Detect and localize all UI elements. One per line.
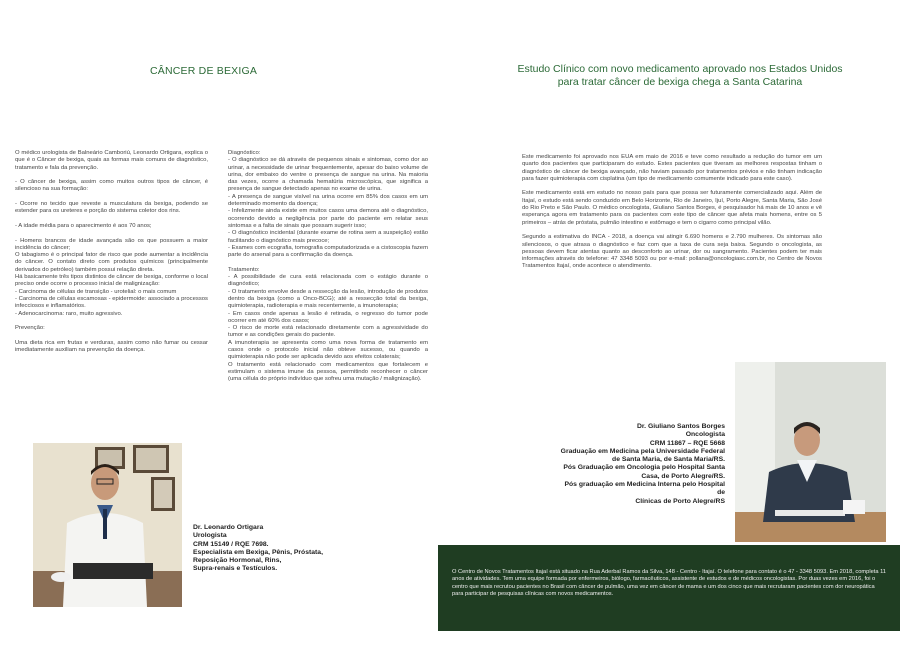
right-column	[522, 154, 822, 278]
doctor-crm: CRM 11867 – RQE 5668	[649, 439, 725, 447]
paragraph: Tratamento: - A possibilidade de cura está relacionada com o estágio durante o diagnóstico; - O tratamento envolve desde a ressecção da lesão, introdução de produtos dentro da bexiga (como a Onco-BCG); até a ressecção total da bexiga, quimioterapia, radioterapia e mais recentemente, a imunoterapia; - Em casos onde apenas a lesão é retirada, o regresso do tumor pode ocorrer em até 60% dos casos; - O risco de morte está relacionado diretamente com a agressividade do tumor e as condições gerais do paciente. A imunoterapia se apresenta como uma nova forma de tratamento em casos onde o protocolo inicial não obteve sucesso, ou quando a quimioterapia não pode ser aplicada devido aos efeitos colaterais; O tratamento está relacionado com medicamentos que fortalecem e estimulam o sistema imune da pessoa, permitindo reconhecer o câncer (uma célula do próprio indivíduo que sofreu uma mutação / malignização).	[228, 266, 428, 383]
doctor-credential: Pós Graduação em Oncologia pelo Hospital Santa	[563, 464, 725, 472]
paragraph: O médico urologista de Balneário Camboriú, Leonardo Ortigara, explica o que é o Câncer de bexiga, quais as formas mais comuns de diagnóstico, tratamento e fala da prevenção.	[15, 150, 208, 171]
paragraph: Uma dieta rica em frutas e verduras, assim como não fumar ou cessar imediatamente auxiliam na prevenção da doença.	[15, 339, 208, 354]
paragraph: - A idade média para o aparecimento é aos 70 anos;	[15, 222, 152, 229]
paragraph: - Ocorre no tecido que reveste a musculatura da bexiga, podendo se estender para os ureteres e porção do sistema coletor dos rins.	[15, 201, 208, 215]
doctor-name: Dr. Giuliano Santos Borges	[637, 423, 725, 430]
doctor-credential: Casa, de Porto Alegre/RS.	[641, 472, 725, 480]
doctor-credential: de Santa Maria, de Santa Maria/RS.	[612, 456, 725, 464]
doctor-credential: Especialista em Bexiga, Pênis, Próstata,	[193, 548, 323, 556]
paragraph: - O câncer de bexiga, assim como muitos outros tipos de câncer, é silencioso na sua formação:	[15, 179, 208, 193]
doctor-photo-urologist	[33, 443, 182, 607]
title-line: Estudo Clínico com novo medicamento aprovado nos Estados Unidos	[517, 63, 843, 75]
doctor-credential: Clínicas de Porto Alegre/RS	[635, 497, 725, 505]
title-line: para tratar câncer de bexiga chega a Santa Catarina	[557, 76, 803, 88]
paragraph: - Homens brancos de idade avançada são os que possuem a maior incidência do câncer; O tabagismo é o principal fator de risco que pode aumentar a incidência do câncer. O contato direto com produtos químicos (principalmente derivados do petróleo) também possui relação direta. Há basicamente três tipos distintos de câncer de bexiga, conforme o local preciso onde ocorre o processo inicial de malignização: - Carcinoma de células de transição - urotelial: o mais comum - Carcinoma de células escamosas - epidermoide: associado a processos infecciosos e inflamatórios. - Adenocarcinoma: raro, muito agressivo.	[15, 237, 208, 317]
doctor-credential: Reposição Hormonal, Rins,	[193, 557, 282, 565]
article-title-left: CÂNCER DE BEXIGA	[150, 65, 258, 77]
paragraph: Este medicamento foi aprovado nos EUA em maio de 2016 e teve como resultado a redução do tumor em um quarto dos pacientes que participaram do estudo. Estes pacientes que tiveram as melhores respostas tinham o diagnóstico de câncer de bexiga avançado, não haviam passado por tratamentos prévios e não tinham indicação para fazer quimioterapia com cisplatina (um tipo de medicamento comumente indicado para este caso).	[522, 154, 822, 182]
doctor-specialty: Urologista	[193, 532, 227, 540]
doctor-credential: Graduação em Medicina pela Universidade Federal	[560, 447, 725, 455]
doctor-crm: CRM 15149 / RQE 7698.	[193, 540, 269, 548]
doctor-name: Dr. Leonardo Ortigara	[193, 524, 264, 531]
doctor-bio-urologist	[193, 524, 353, 574]
footer-info-box	[438, 545, 900, 631]
paragraph: Segundo a estimativa do INCA - 2018, a doença vai atingir 6.690 homens e 2.790 mulheres. Os sintomas são silenciosos, o que atrasa o diagnóstico e faz com que a taxa de cura seja baixa. Segundo o oncologista, as pessoas devem ficar atentas quanto ao desconforto ao urinar, dor ou sangramento. Pacientes podem ter mais informações através do telefone: 47 3348 5093 ou por e-mail: pollana@oncologiasc.com.br, no Centro de Novos Tratamentos Itajaí, onde acontece o atendimento.	[522, 234, 822, 270]
doctor-credential: Pós graduação em Medicina Interna pelo Hospital de	[564, 481, 725, 497]
left-column-2	[228, 150, 428, 391]
paragraph: Este medicamento está em estudo no nosso país para que possa ser futuramente comercializado aqui. Além de Itajaí, o estudo está sendo conduzido em Belo Horizonte, Rio de Janeiro, Ijuí, Porto Alegre, Santa Maria, São José do Rio Preto e São Paulo. O médico oncologista, Giuliano Santos Borges, é pesquisador há mais de 10 anos e vê esperança agora em tratamento para os pacientes com este tipo de câncer que afeta mais homens, entre os 5 primeiros – atrás de próstata, pulmão intestino e estômago e tem o cigarro como principal vilão.	[522, 190, 822, 226]
doctor-credential: Supra-renais e Testículos.	[193, 565, 278, 573]
left-column-1	[15, 150, 208, 362]
article-title-right	[490, 63, 870, 89]
footer-text: O Centro de Novos Tratamentos Itajaí está situado na Rua Aderbal Ramos da Silva, 148 - Centro - Itajaí. O telefone para contato é o 47 - 3348 5093. Em 2018, completa 11 anos de atividades. Tem uma equipe formada por enfermeiros, biólogo, farmacêuticos, assistente de estudos e de médicos oncologistas. Por duas vezes em 2016, foi o centro que mais recrutou pacientes no Brasil com câncer de pulmão, uma vez em câncer de mama e um dos cinco que mais recrutaram pacientes com dor neuropática para participar de pesquisas clínicas com novos medicamentos.	[452, 569, 886, 597]
paragraph-heading: Prevenção:	[15, 325, 45, 332]
paragraph: Diagnóstico: - O diagnóstico se dá através de pequenos sinais e sintomas, como dor ao urinar, a necessidade de urinar frequentemente, apesar do baixo volume de urina, dor embaixo do ventre o presença de sangue na urina. Na maioria das vezes, ocorre a chamada hematúria microscópica, que significa a presença de sangue detectado apenas no exame de urina. - A presença de sangue visível na urina ocorre em 85% dos casos em um determinado momento da doença; - Infelizmente ainda existe em muitos casos uma demora até o diagnóstico, ocorrendo devido a negligência por parte do paciente em relatar seus sintomas e a falta de sinais que possam sugerir isso; - O diagnóstico incidental (durante exame de rotina sem a suspeição) estão facilitando o diagnóstico mais precoce; - Exames com ecografia, tomografia computadorizada e a cistoscopia fazem parte do arsenal para a confirmação da doença.	[228, 150, 428, 259]
doctor-photo-oncologist	[735, 362, 886, 542]
doctor-specialty: Oncologista	[685, 431, 725, 439]
doctor-bio-oncologist	[555, 423, 725, 506]
